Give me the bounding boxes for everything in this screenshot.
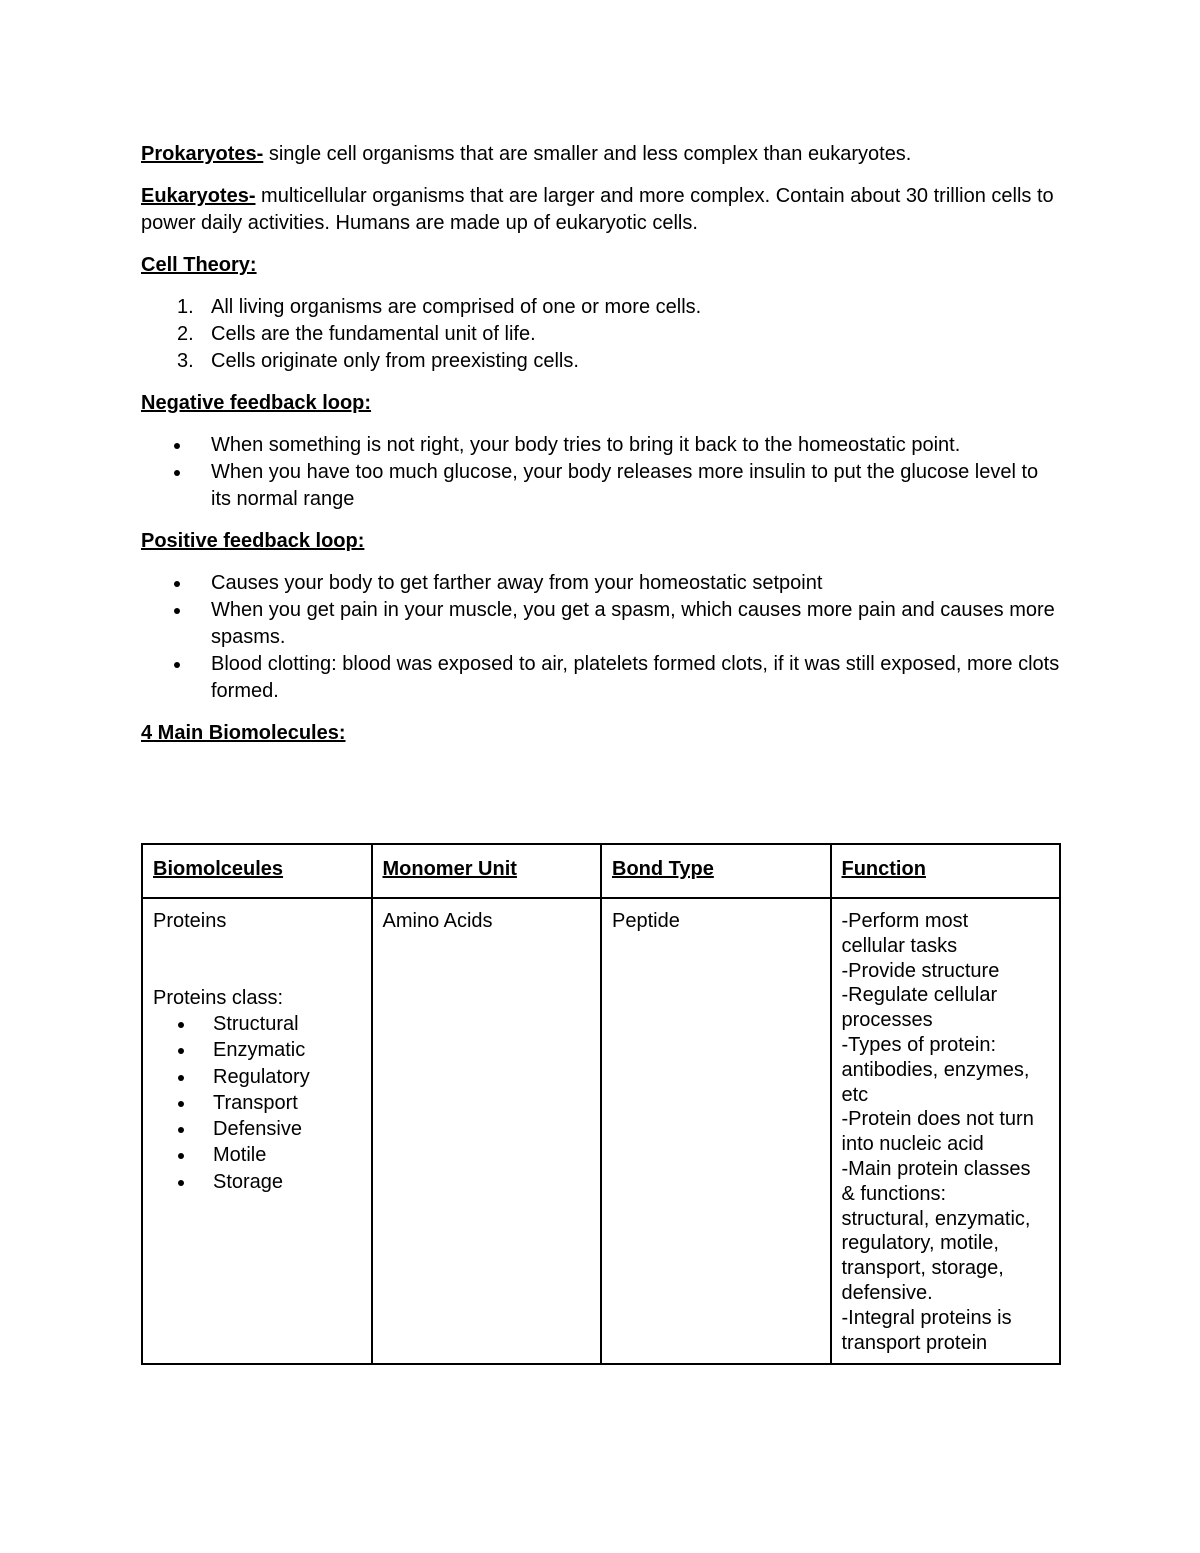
protein-class-text: Structural (213, 1013, 299, 1035)
protein-class-item (153, 1169, 361, 1195)
positive-feedback-item-text: Causes your body to get farther away from your homeostatic setpoint (211, 572, 823, 594)
biomolecules-table (141, 843, 1061, 1365)
negative-feedback-item-text: When something is not right, your body tries to bring it back to the homeostatic point. (211, 434, 961, 456)
header-function: Function (831, 844, 1061, 898)
cell-bond-type: Peptide (601, 898, 831, 1364)
negative-feedback-item (141, 432, 1061, 459)
cell-theory-item-text: Cells originate only from preexisting cells. (211, 350, 579, 372)
bullet-icon (174, 608, 180, 614)
table-row (142, 898, 1060, 1364)
positive-feedback-item-text: When you get pain in your muscle, you get a spasm, which causes more pain and causes more spasms. (211, 599, 1055, 648)
negative-feedback-item-text: When you have too much glucose, your body releases more insulin to put the glucose level to its normal range (211, 461, 1039, 510)
negative-feedback-item (141, 459, 1061, 513)
protein-class-label: Proteins class: (153, 987, 284, 1009)
bullet-icon (178, 1101, 184, 1107)
negative-feedback-heading: Negative feedback loop: (141, 392, 372, 414)
function-line: -Types of protein: (841, 1033, 997, 1056)
cell-theory-item-text: Cells are the fundamental unit of life. (211, 323, 536, 345)
function-line: etc (841, 1083, 869, 1106)
function-line: defensive. (841, 1281, 933, 1304)
protein-class-item (153, 1090, 361, 1116)
protein-class-item (153, 1011, 361, 1037)
function-line: -Provide structure (841, 959, 1000, 982)
list-number: 3. (177, 350, 194, 372)
bullet-icon (178, 1048, 184, 1054)
cell-theory-list (141, 294, 1061, 375)
bullet-icon (178, 1075, 184, 1081)
positive-feedback-item (141, 597, 1061, 651)
cell-theory-item (141, 348, 1061, 375)
cell-biomolecule (142, 898, 372, 1364)
bullet-icon (178, 1153, 184, 1159)
cell-monomer-unit: Amino Acids (372, 898, 602, 1364)
header-monomer-unit: Monomer Unit (372, 844, 602, 898)
protein-class-text: Motile (213, 1144, 267, 1167)
function-line: -Perform most (841, 910, 969, 932)
function-line: transport, storage, (841, 1257, 1004, 1280)
eukaryotes-term: Eukaryotes- (141, 185, 256, 207)
positive-feedback-list (141, 570, 1061, 705)
bullet-icon (178, 1022, 184, 1028)
bullet-icon (174, 470, 180, 476)
cell-function (831, 898, 1061, 1364)
protein-class-item (153, 1142, 361, 1168)
protein-class-item (153, 1064, 361, 1090)
function-line: -Protein does not turn (841, 1108, 1034, 1131)
function-line: regulatory, motile, (841, 1232, 999, 1255)
table-header-row (142, 844, 1060, 898)
eukaryotes-definition (141, 183, 1061, 237)
function-line: -Regulate cellular (841, 984, 998, 1007)
function-line: transport protein (841, 1331, 988, 1354)
bullet-icon (174, 662, 180, 668)
cell-theory-item-text: All living organisms are comprised of one or more cells. (211, 296, 702, 318)
biomolecules-table-wrapper (141, 843, 1061, 1365)
list-number: 1. (177, 296, 194, 318)
biomolecule-name: Proteins (153, 910, 227, 932)
bullet-icon (178, 1127, 184, 1133)
header-bond-type: Bond Type (601, 844, 831, 898)
prokaryotes-definition (141, 141, 1061, 168)
positive-feedback-item (141, 570, 1061, 597)
protein-class-text: Storage (213, 1170, 284, 1193)
document-page (141, 141, 1061, 747)
function-line: structural, enzymatic, (841, 1207, 1031, 1230)
function-line: processes (841, 1009, 933, 1032)
protein-class-text: Regulatory (213, 1065, 310, 1088)
positive-feedback-item-text: Blood clotting: blood was exposed to air, platelets formed clots, if it was still exposed, more clots formed. (211, 653, 1060, 702)
bullet-icon (174, 443, 180, 449)
spacer (153, 934, 361, 986)
cell-theory-item (141, 321, 1061, 348)
positive-feedback-heading: Positive feedback loop: (141, 530, 365, 552)
protein-class-text: Defensive (213, 1118, 302, 1141)
function-line: into nucleic acid (841, 1133, 984, 1156)
bullet-icon (174, 581, 180, 587)
list-number: 2. (177, 323, 194, 345)
function-line: -Integral proteins is (841, 1306, 1012, 1329)
protein-class-list (153, 1011, 361, 1195)
positive-feedback-item (141, 651, 1061, 705)
prokaryotes-term: Prokaryotes- (141, 143, 264, 165)
function-line: antibodies, enzymes, (841, 1058, 1030, 1081)
negative-feedback-list (141, 432, 1061, 513)
cell-theory-item (141, 294, 1061, 321)
function-line: & functions: (841, 1182, 947, 1205)
bullet-icon (178, 1180, 184, 1186)
prokaryotes-text: single cell organisms that are smaller and less complex than eukaryotes. (263, 143, 912, 165)
protein-class-item (153, 1116, 361, 1142)
eukaryotes-text: multicellular organisms that are larger and more complex. Contain about 30 trillion cells to power daily activities. Humans are made up of eukaryotic cells. (141, 185, 1054, 234)
header-biomolecules: Biomolceules (142, 844, 372, 898)
protein-class-text: Enzymatic (213, 1039, 306, 1062)
cell-theory-heading: Cell Theory: (141, 254, 257, 276)
function-line: -Main protein classes (841, 1157, 1031, 1180)
protein-class-text: Transport (213, 1091, 298, 1114)
function-line: cellular tasks (841, 934, 958, 957)
biomolecules-heading: 4 Main Biomolecules: (141, 722, 346, 744)
protein-class-item (153, 1037, 361, 1063)
